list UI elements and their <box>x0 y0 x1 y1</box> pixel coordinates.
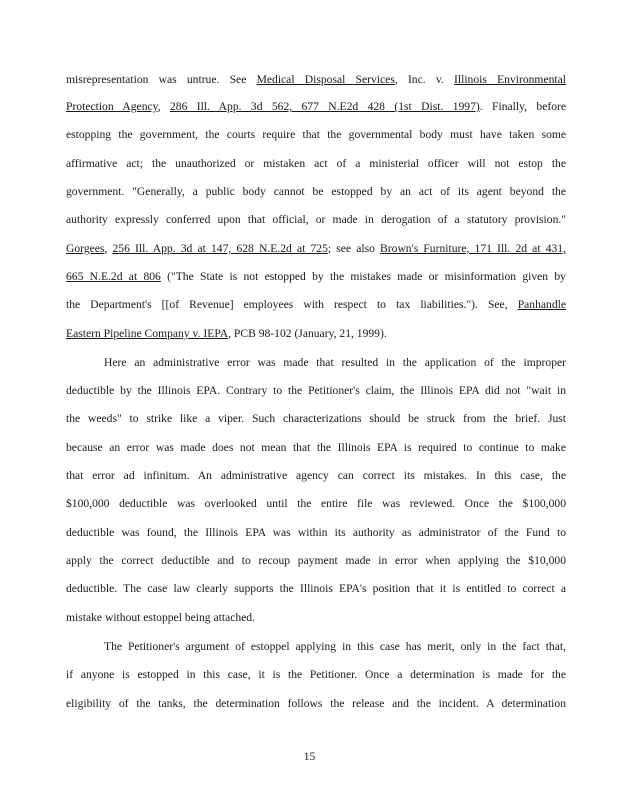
text-segment: government. "Generally, a public body cannot be estopped by an act of its agent beyond the <box>66 185 566 198</box>
text-line <box>66 157 566 171</box>
text-line <box>104 356 566 370</box>
text-line <box>66 298 566 312</box>
citation-text: Gorgees <box>66 242 105 255</box>
citation-text: Protection Agency <box>66 100 158 113</box>
text-line <box>66 270 566 284</box>
text-segment: mistake without estoppel being attached. <box>66 611 255 624</box>
text-line <box>66 668 566 682</box>
text-line <box>66 213 566 227</box>
text-segment: $100,000 deductible was overlooked until the entire file was reviewed. Once the $100,000 <box>66 497 566 510</box>
text-line <box>66 242 566 256</box>
text-line <box>66 185 566 199</box>
text-line <box>66 469 566 483</box>
citation-text: Brown's Furniture, 171 Ill. 2d at 431, <box>380 242 566 255</box>
text-line <box>66 441 566 455</box>
text-segment: . Finally, before <box>479 100 567 113</box>
citation-text: 256 Ill. App. 3d at 147, 628 N.E.2d at 725 <box>112 242 328 255</box>
text-line <box>66 697 566 711</box>
text-line <box>66 384 566 398</box>
citation-text: Illinois Environmental <box>454 73 566 86</box>
text-segment: , <box>157 100 170 113</box>
text-segment: deductible by the Illinois EPA. Contrary to the Petitioner's claim, the Illinois EPA did not "wait in <box>66 384 566 397</box>
text-segment: authority expressly conferred upon that official, or made in derogation of a statutory provision." <box>66 213 566 226</box>
text-line <box>66 611 566 625</box>
text-segment: Here an administrative error was made that resulted in the application of the improper <box>104 356 566 369</box>
text-line <box>66 582 566 596</box>
text-segment: ("The State is not estopped by the mistakes made or misinformation given by <box>160 270 566 283</box>
text-line <box>66 554 566 568</box>
text-segment: misrepresentation was untrue. See <box>66 73 257 86</box>
text-segment: ; see also <box>327 242 381 255</box>
text-segment: , PCB 98-102 (January, 21, 1999). <box>228 327 387 340</box>
text-line <box>66 100 566 114</box>
text-segment: affirmative act; the unauthorized or mistaken act of a ministerial officer will not estop the <box>66 157 566 170</box>
text-segment: eligibility of the tanks, the determination follows the release and the incident. A determination <box>66 697 566 710</box>
text-segment: if anyone is estopped in this case, it is the Petitioner. Once a determination is made for the <box>66 668 566 681</box>
text-segment: , <box>104 242 113 255</box>
text-line <box>66 73 566 87</box>
text-segment: deductible. The case law clearly supports the Illinois EPA's position that it is entitled to correct a <box>66 582 566 595</box>
text-line <box>66 497 566 511</box>
text-segment: apply the correct deductible and to recoup payment made in error when applying the $10,000 <box>66 554 566 567</box>
text-line <box>66 128 566 142</box>
text-line <box>66 327 566 341</box>
text-line <box>66 412 566 426</box>
text-segment: because an error was made does not mean that the Illinois EPA is required to continue to make <box>66 441 566 454</box>
text-segment: that error ad infinitum. An administrative agency can correct its mistakes. In this case, the <box>66 469 566 482</box>
text-segment: , Inc. v. <box>394 73 455 86</box>
text-segment: deductible was found, the Illinois EPA was within its authority as administrator of the Fund to <box>66 526 566 539</box>
text-segment: estopping the government, the courts require that the governmental body must have taken some <box>66 128 566 141</box>
citation-text: 665 N.E.2d at 806 <box>66 270 161 283</box>
citation-text: Medical Disposal Services <box>256 73 395 86</box>
page-number: 15 <box>303 750 316 763</box>
text-segment: the weeds" to strike like a viper. Such characterizations should be struck from the brief. Just <box>66 412 566 425</box>
text-line <box>66 526 566 540</box>
text-segment: The Petitioner's argument of estoppel applying in this case has merit, only in the fact that, <box>104 640 566 653</box>
citation-text: Panhandle <box>517 298 566 311</box>
citation-text: Eastern Pipeline Company v. IEPA <box>66 327 229 340</box>
citation-text: 286 Ill. App. 3d 562, 677 N.E2d 428 (1st Dist. 1997) <box>169 100 480 113</box>
text-line <box>104 640 566 654</box>
text-segment: the Department's [[of Revenue] employees with respect to tax liabilities."). See, <box>66 298 518 311</box>
